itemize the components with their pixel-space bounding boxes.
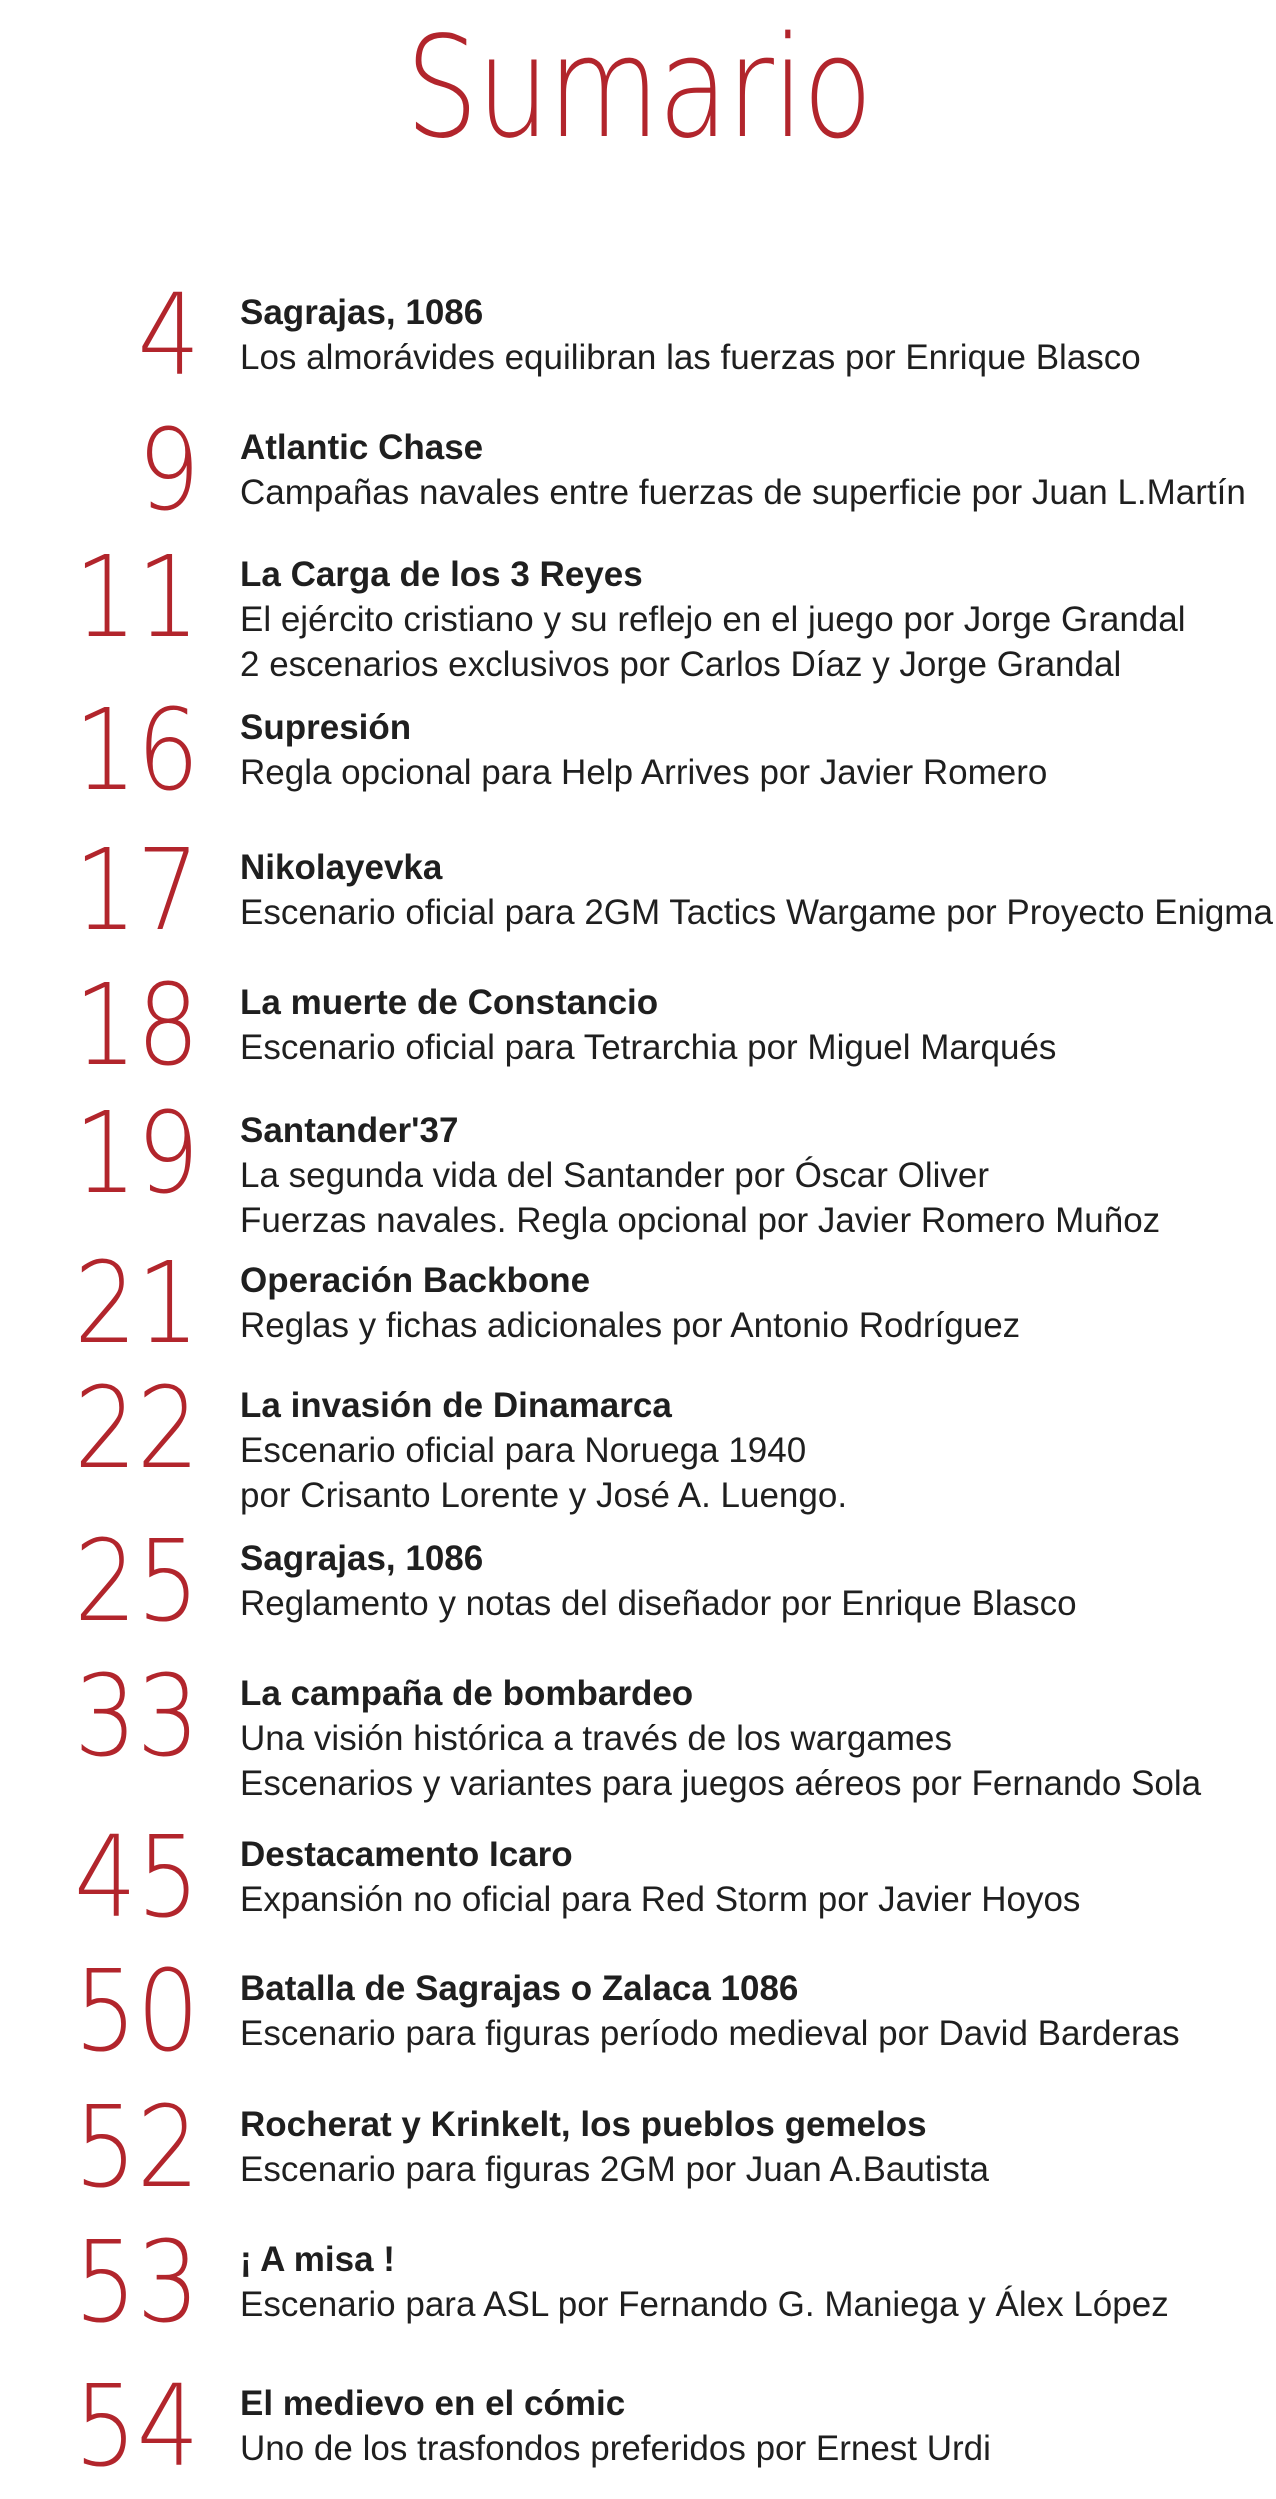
page-number: 4 — [137, 271, 200, 401]
entry-line: Escenarios y variantes para juegos aéreos por Fernando Sola — [240, 1764, 1202, 1803]
entry-text — [240, 2381, 1276, 2471]
page-number: 9 — [137, 406, 200, 536]
entry-text — [240, 980, 1276, 1070]
page-number: 50 — [74, 1947, 200, 2077]
page-number: 21 — [74, 1239, 200, 1369]
entry-title: Destacamento Icaro — [240, 1835, 573, 1874]
entry-text — [240, 1671, 1276, 1806]
page-number: 22 — [74, 1364, 200, 1494]
entry-title: Nikolayevka — [240, 848, 443, 887]
page-number: 53 — [74, 2218, 200, 2348]
page-number: 18 — [74, 961, 200, 1091]
page-number: 54 — [74, 2362, 200, 2492]
entry-text — [240, 1383, 1276, 1518]
entry-line: Escenario oficial para 2GM Tactics Wargame por Proyecto Enigma — [240, 893, 1273, 932]
entry-title: Sagrajas, 1086 — [240, 1539, 484, 1578]
entry-text — [240, 2102, 1276, 2192]
page-number: 52 — [74, 2083, 200, 2213]
entry-line: Los almorávides equilibran las fuerzas por Enrique Blasco — [240, 338, 1141, 377]
entry-title: Sagrajas, 1086 — [240, 293, 484, 332]
entry-line: Uno de los trasfondos preferidos por Ernest Urdi — [240, 2429, 991, 2468]
entry-line: Reglamento y notas del diseñador por Enrique Blasco — [240, 1584, 1077, 1623]
entry-line: Fuerzas navales. Regla opcional por Javier Romero Muñoz — [240, 1201, 1161, 1240]
entry-title: Santander'37 — [240, 1111, 459, 1150]
page-number: 19 — [74, 1089, 200, 1219]
entry-title: La Carga de los 3 Reyes — [240, 555, 643, 594]
entry-line: Expansión no oficial para Red Storm por Javier Hoyos — [240, 1880, 1081, 1919]
entry-text — [240, 1258, 1276, 1348]
page-number: 45 — [74, 1813, 200, 1943]
entry-line: Escenario para figuras período medieval por David Barderas — [240, 2014, 1180, 2053]
entry-text — [240, 845, 1276, 935]
entry-line: por Crisanto Lorente y José A. Luengo. — [240, 1476, 848, 1515]
entry-text — [240, 1832, 1276, 1922]
entry-title: Supresión — [240, 708, 412, 747]
entry-text — [240, 2237, 1276, 2327]
entry-title: Batalla de Sagrajas o Zalaca 1086 — [240, 1969, 799, 2008]
entry-line: Una visión histórica a través de los wargames — [240, 1719, 952, 1758]
page-number: 16 — [74, 686, 200, 816]
entry-text — [240, 1536, 1276, 1626]
entry-title: Atlantic Chase — [240, 428, 484, 467]
entry-line: 2 escenarios exclusivos por Carlos Díaz y Jorge Grandal — [240, 645, 1122, 684]
entry-title: La campaña de bombardeo — [240, 1674, 694, 1713]
entry-text — [240, 425, 1276, 515]
entry-line: Campañas navales entre fuerzas de superficie por Juan L.Martín — [240, 473, 1246, 512]
page-number: 17 — [74, 826, 200, 956]
entry-text — [240, 1966, 1276, 2056]
entry-line: Escenario oficial para Noruega 1940 — [240, 1431, 807, 1470]
entry-line: Regla opcional para Help Arrives por Javier Romero — [240, 753, 1048, 792]
entry-text — [240, 705, 1276, 795]
page-number: 25 — [74, 1517, 200, 1647]
entry-line: Escenario para ASL por Fernando G. Maniega y Álex López — [240, 2285, 1169, 2324]
entry-line: Reglas y fichas adicionales por Antonio Rodríguez — [240, 1306, 1021, 1345]
entry-text — [240, 552, 1276, 687]
entry-text — [240, 1108, 1276, 1243]
page-title: Sumario — [405, 7, 872, 170]
entry-line: El ejército cristiano y su reflejo en el juego por Jorge Grandal — [240, 600, 1186, 639]
entry-title: Operación Backbone — [240, 1261, 591, 1300]
entry-line: Escenario oficial para Tetrarchia por Miguel Marqués — [240, 1028, 1057, 1067]
page-number: 11 — [74, 533, 200, 663]
page-number: 33 — [74, 1652, 200, 1782]
entry-line: Escenario para figuras 2GM por Juan A.Bautista — [240, 2150, 990, 2189]
entry-title: Rocherat y Krinkelt, los pueblos gemelos — [240, 2105, 927, 2144]
entry-text — [240, 290, 1276, 380]
entry-title: La invasión de Dinamarca — [240, 1386, 672, 1425]
entry-line: La segunda vida del Santander por Óscar Oliver — [240, 1156, 990, 1195]
entry-title: El medievo en el cómic — [240, 2384, 626, 2423]
entry-title: ¡ A misa ! — [240, 2240, 395, 2279]
entry-title: La muerte de Constancio — [240, 983, 659, 1022]
